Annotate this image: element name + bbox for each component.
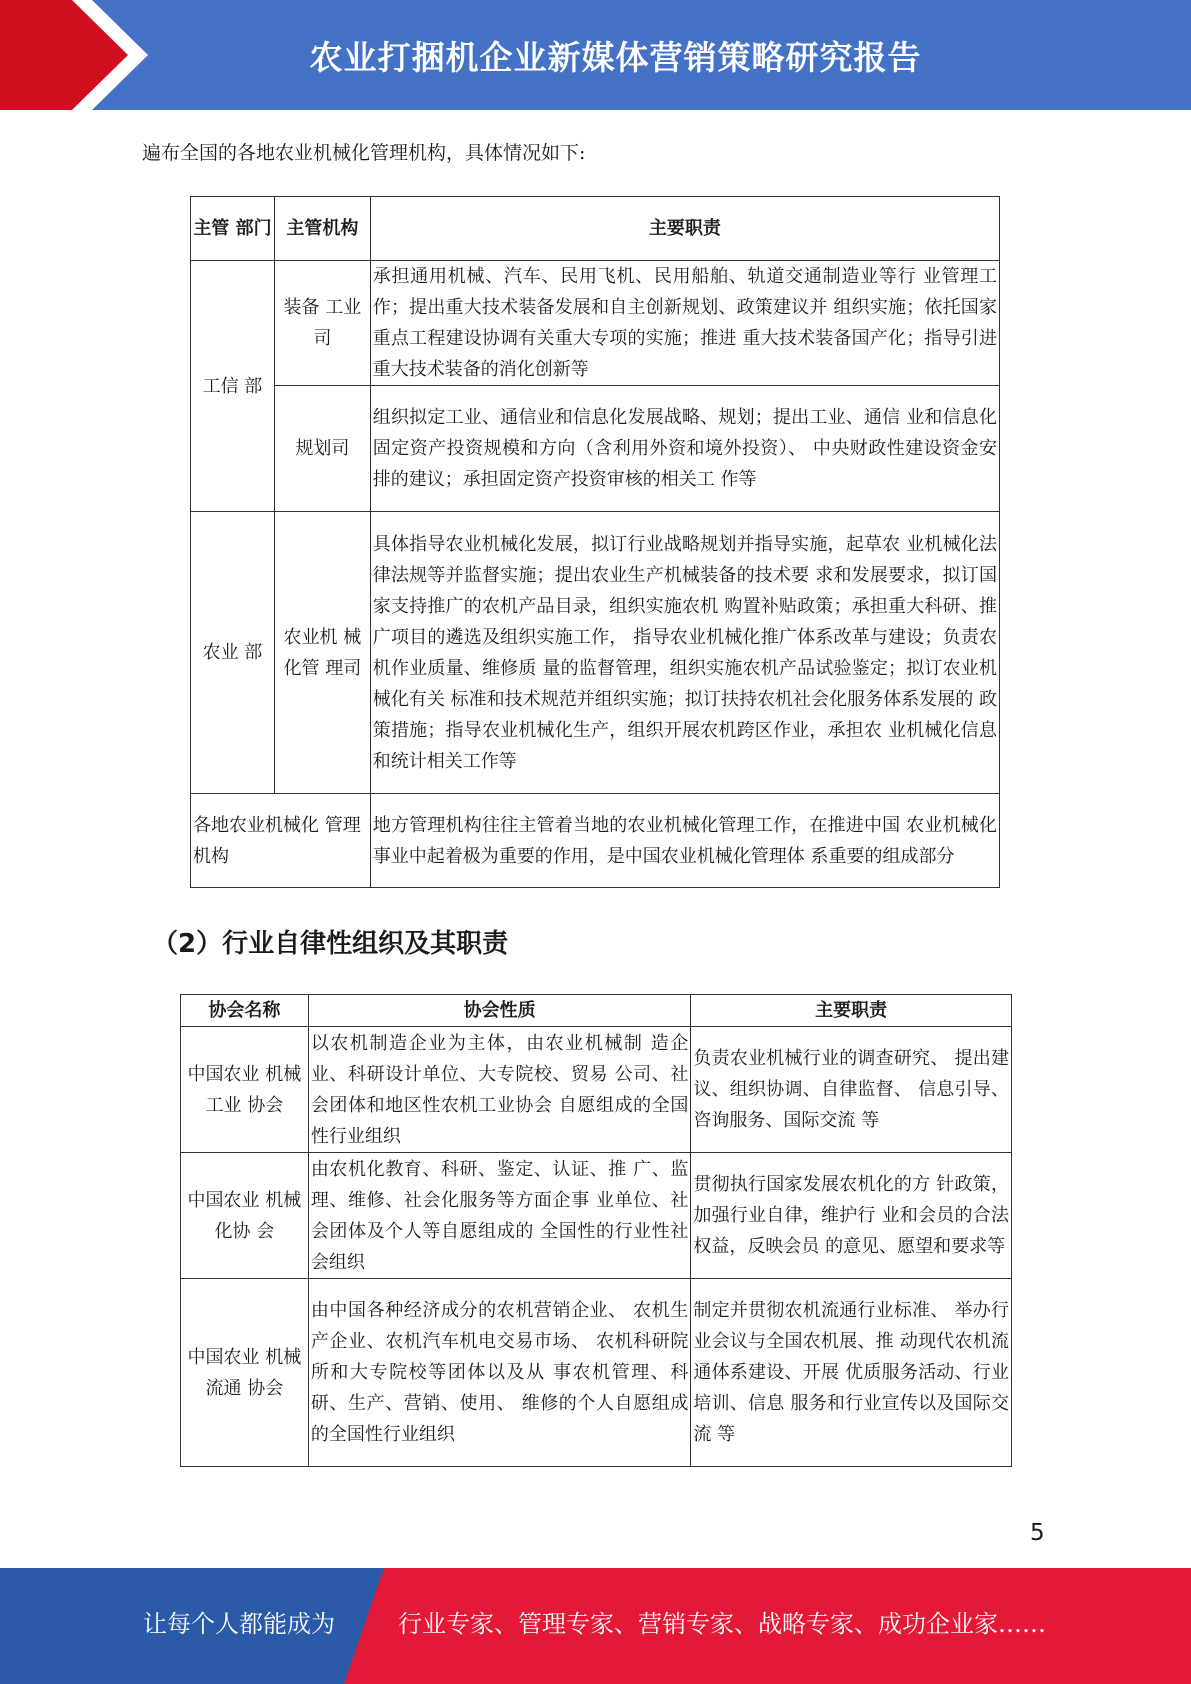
table-row	[191, 512, 1000, 794]
org-cell: 规划司	[274, 386, 370, 512]
report-title: 农业打捆机企业新媒体营销策略研究报告	[309, 37, 922, 77]
association-name-cell: 中国农业 机械化协 会	[181, 1153, 309, 1279]
org-cell: 农业机 械化管 理司	[274, 512, 370, 794]
table-row	[191, 386, 1000, 512]
association-duty-cell: 负责农业机械行业的调查研究、 提出建议、组织协调、自律监督、 信息引导、咨询服务、国际交流 等	[691, 1027, 1012, 1153]
table-row	[181, 1027, 1012, 1153]
duty-cell: 地方管理机构往往主管着当地的农业机械化管理工作，在推进中国 农业机械化事业中起着极为重要的作用，是中国农业机械化管理体 系重要的组成部分	[370, 794, 999, 888]
dept-cell: 工信 部	[191, 261, 275, 512]
association-name-cell: 中国农业 机械流通 协会	[181, 1279, 309, 1467]
table-row	[191, 261, 1000, 386]
header-cell-dept: 主管 部门	[191, 197, 275, 261]
table-header-row	[181, 995, 1012, 1027]
management-org-table	[190, 196, 1000, 888]
footer-slogan-left: 让每个人都能成为	[143, 1610, 335, 1638]
header-cell-org: 主管机构	[274, 197, 370, 261]
duty-cell: 具体指导农业机械化发展，拟订行业战略规划并指导实施，起草农 业机械化法律法规等并监督实施；提出农业生产机械装备的技术要 求和发展要求，拟订国家支持推广的农机产品目录，组织实施农机 购置补贴政策；承担重大科研、推广项目的遴选及组织实施工作， 指导农业机械化推广体系改革与建设；负责农机作业质量、维修质 量的监督管理，组织实施农机产品试验鉴定；拟订农业机械化有关 标准和技术规范并组织实施；拟订扶持农机社会化服务体系发展的 政策措施；指导农业机械化生产，组织开展农机跨区作业，承担农 业机械化信息和统计相关工作等	[370, 512, 999, 794]
association-nature-cell: 以农机制造企业为主体，由农业机械制 造企业、科研设计单位、大专院校、贸易 公司、社会团体和地区性农机工业协会 自愿组成的全国性行业组织	[308, 1027, 691, 1153]
header-cell-name: 协会名称	[181, 995, 309, 1027]
intro-text: 遍布全国的各地农业机械化管理机构，具体情况如下:	[142, 142, 586, 164]
table-row	[181, 1279, 1012, 1467]
header-cell-nature: 协会性质	[308, 995, 691, 1027]
table-row	[181, 1153, 1012, 1279]
header-cell-duty: 主要职责	[691, 995, 1012, 1027]
duty-cell: 组织拟定工业、通信业和信息化发展战略、规划；提出工业、通信 业和信息化固定资产投资规模和方向（含利用外资和境外投资）、 中央财政性建设资金安排的建议；承担固定资产投资审核的相关工 作等	[370, 386, 999, 512]
association-nature-cell: 由中国各种经济成分的农机营销企业、 农机生产企业、农机汽车机电交易市场、 农机科研院所和大专院校等团体以及从 事农机管理、科研、生产、营销、使用、 维修的个人自愿组成的全国性行业组织	[308, 1279, 691, 1467]
association-nature-cell: 由农机化教育、科研、鉴定、认证、推 广、监理、维修、社会化服务等方面企事 业单位、社会团体及个人等自愿组成的 全国性的行业性社会组织	[308, 1153, 691, 1279]
association-duty-cell: 制定并贯彻农机流通行业标准、 举办行业会议与全国农机展、推 动现代农机流通体系建设、开展 优质服务活动、行业培训、信息 服务和行业宣传以及国际交流 等	[691, 1279, 1012, 1467]
footer-slogan-right: 行业专家、管理专家、营销专家、战略专家、成功企业家……	[398, 1610, 1046, 1638]
page-number: 5	[1030, 1520, 1045, 1546]
section-heading: （2）行业自律性组织及其职责	[152, 929, 509, 959]
footer-banner	[0, 1568, 1191, 1684]
duty-cell: 承担通用机械、汽车、民用飞机、民用船舶、轨道交通制造业等行 业管理工作；提出重大技术装备发展和自主创新规划、政策建议并 组织实施；依托国家重点工程建设协调有关重大专项的实施；推进 重大技术装备国产化；指导引进重大技术装备的消化创新等	[370, 261, 999, 386]
association-duty-cell: 贯彻执行国家发展农机化的方 针政策，加强行业自律，维护行 业和会员的合法权益，反映会员 的意见、愿望和要求等	[691, 1153, 1012, 1279]
table-row	[191, 794, 1000, 888]
org-cell: 装备 工业司	[274, 261, 370, 386]
dept-cell: 各地农业机械化 管理机构	[191, 794, 371, 888]
industry-association-table	[180, 994, 1012, 1467]
header-cell-duty: 主要职责	[370, 197, 999, 261]
header-banner	[0, 0, 1191, 110]
dept-cell: 农业 部	[191, 512, 275, 794]
table-header-row	[191, 197, 1000, 261]
association-name-cell: 中国农业 机械工业 协会	[181, 1027, 309, 1153]
